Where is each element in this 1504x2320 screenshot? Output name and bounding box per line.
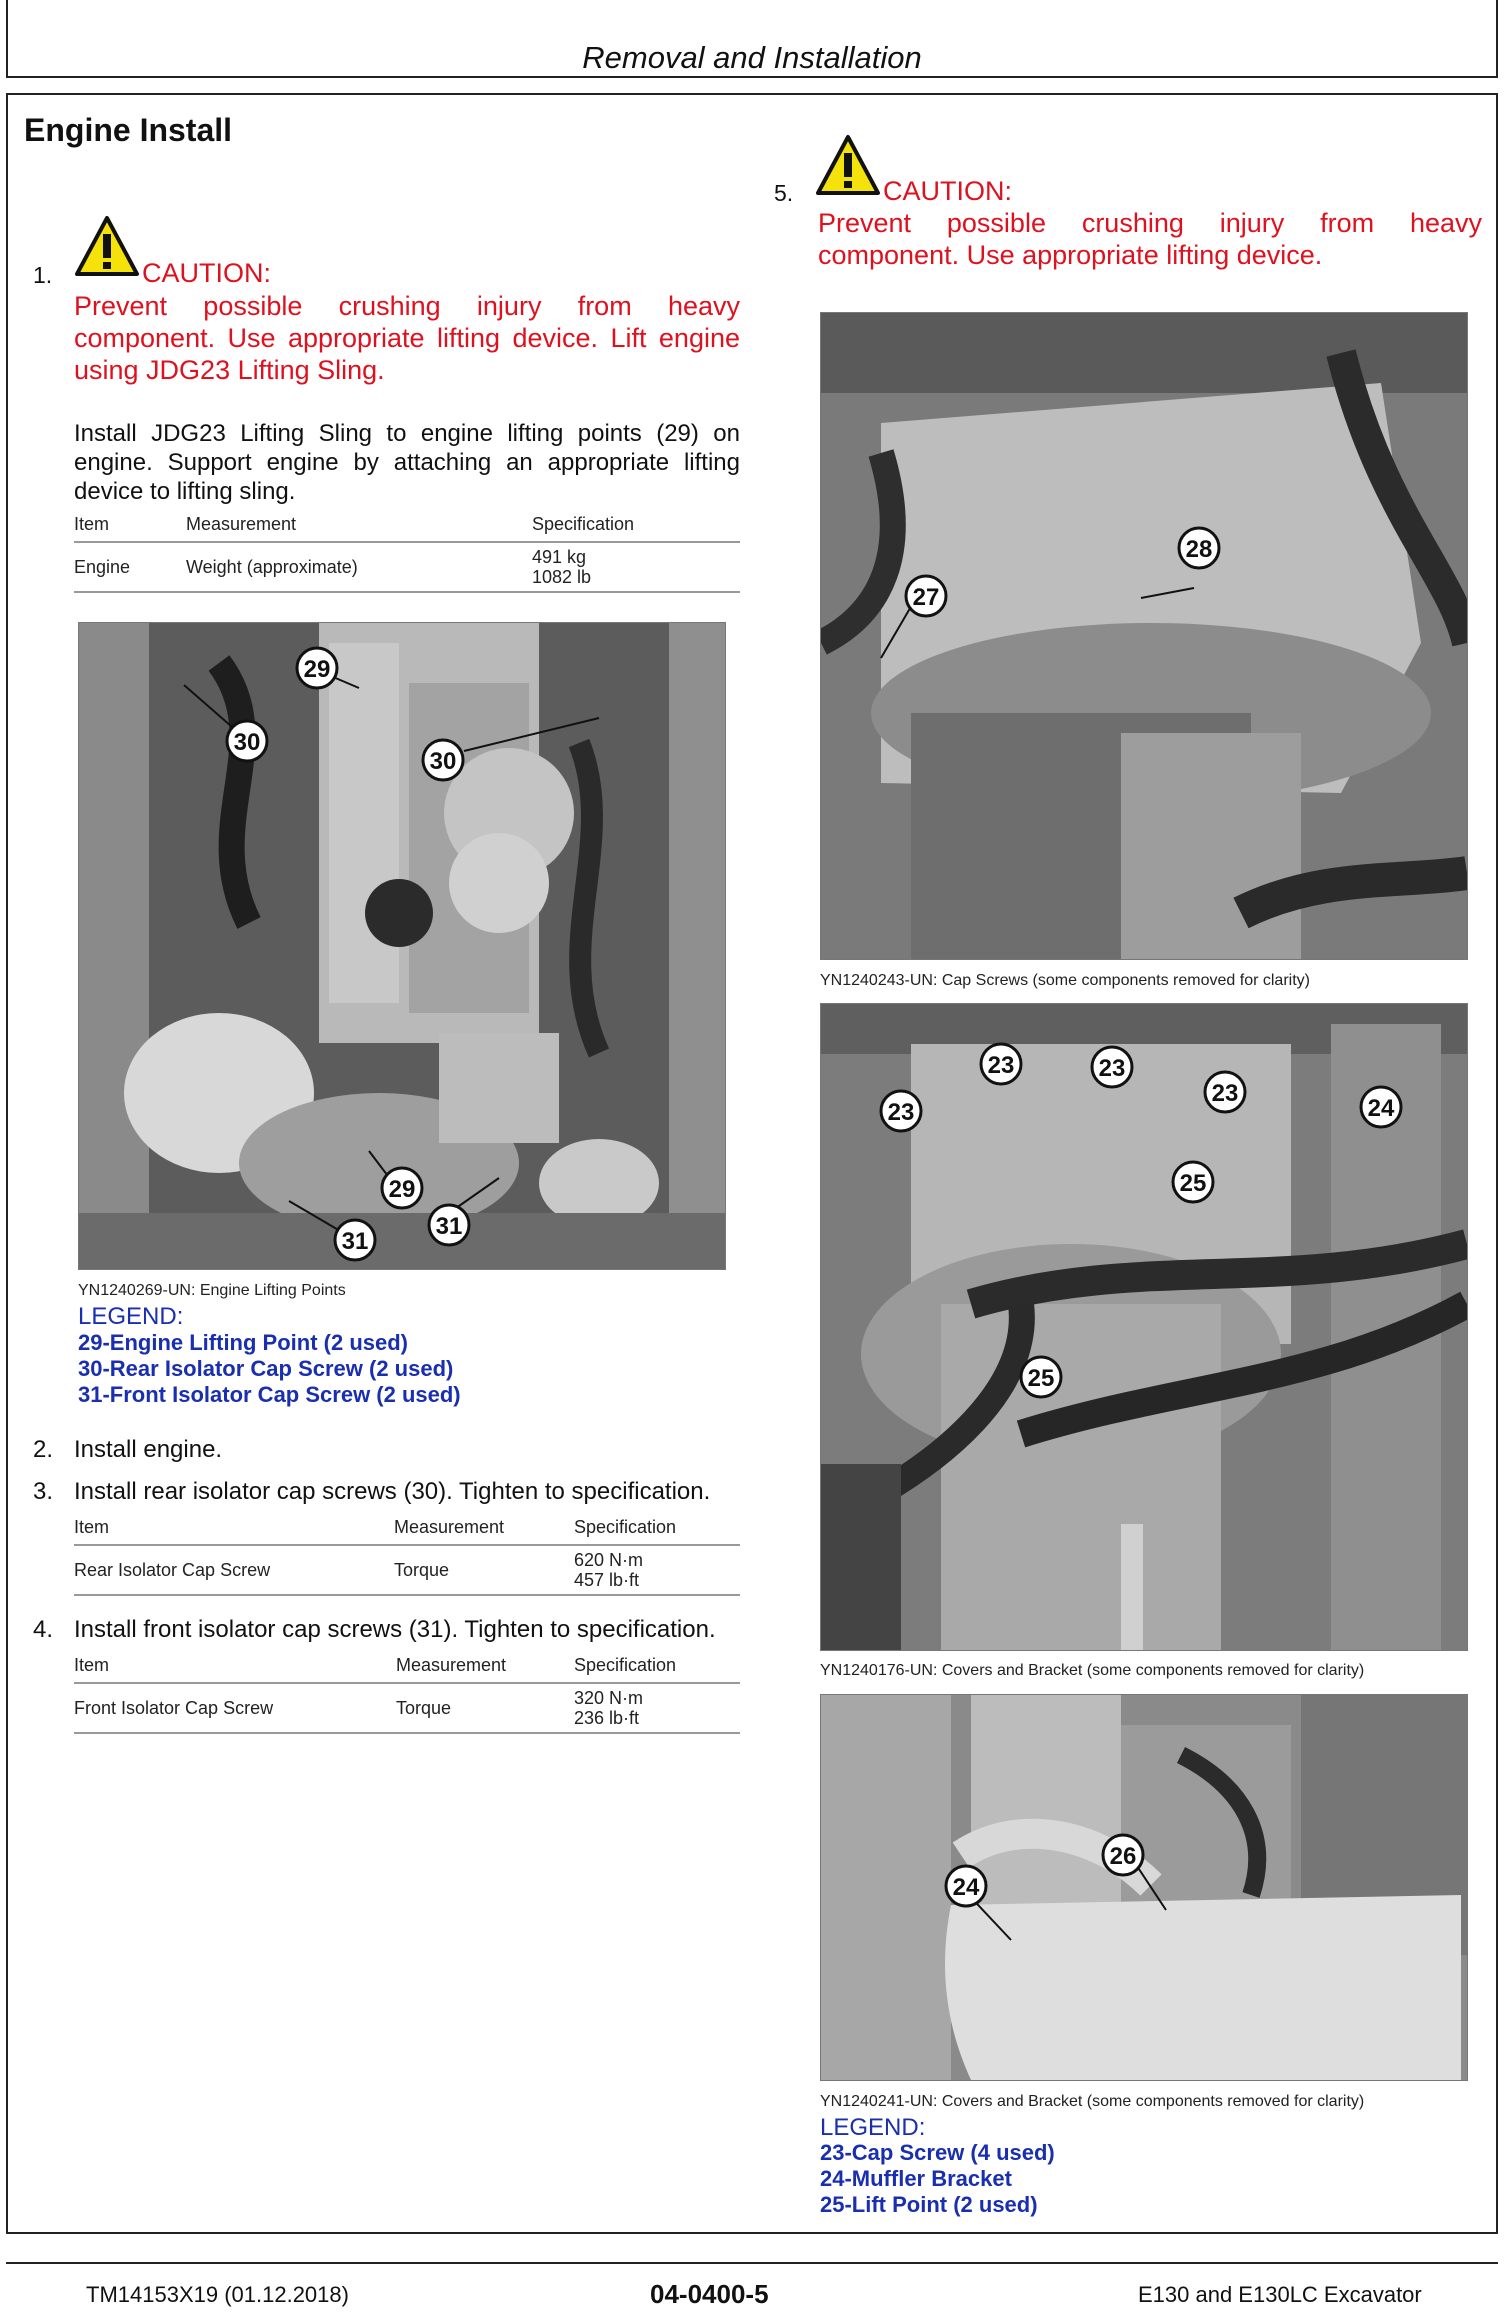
figure-caption-r3: YN1240241-UN: Covers and Bracket (some components removed for clarity) bbox=[820, 2093, 1365, 2110]
covers-bracket-photo-1 bbox=[820, 1003, 1468, 1651]
svg-text:30: 30 bbox=[429, 748, 457, 775]
callout-24 bbox=[946, 1866, 986, 1906]
legend-item: 29-Engine Lifting Point (2 used) bbox=[78, 1330, 408, 1355]
figure-caption-r2: YN1240176-UN: Covers and Bracket (some components removed for clarity) bbox=[820, 1662, 1365, 1679]
callout-29 bbox=[297, 648, 337, 688]
legend-item: 23-Cap Screw (4 used) bbox=[820, 2140, 1055, 2165]
cell-spec bbox=[532, 542, 740, 592]
table-row bbox=[74, 542, 740, 592]
svg-text:24: 24 bbox=[1367, 1095, 1395, 1122]
svg-text:29: 29 bbox=[303, 656, 331, 683]
spec-metric: 620 N·m bbox=[574, 1550, 644, 1570]
svg-text:31: 31 bbox=[435, 1213, 463, 1240]
cell-item: Rear Isolator Cap Screw bbox=[74, 1545, 394, 1595]
callout-25 bbox=[1021, 1357, 1061, 1397]
spec-imperial: 236 lb·ft bbox=[574, 1708, 640, 1728]
svg-text:30: 30 bbox=[233, 729, 261, 756]
legend-left bbox=[78, 1330, 461, 1408]
footer-rule bbox=[6, 2262, 1498, 2264]
cell-measurement: Torque bbox=[396, 1683, 574, 1733]
spec-metric: 491 kg bbox=[532, 547, 587, 567]
col-item: Item bbox=[74, 1653, 396, 1683]
callout-30 bbox=[423, 740, 463, 780]
step-1-caution-label: CAUTION: bbox=[142, 258, 272, 288]
callout-27 bbox=[906, 576, 946, 616]
col-measurement: Measurement bbox=[396, 1653, 574, 1683]
callout-30 bbox=[227, 721, 267, 761]
legend-item: 31-Front Isolator Cap Screw (2 used) bbox=[78, 1382, 461, 1407]
svg-text:26: 26 bbox=[1109, 1843, 1137, 1870]
legend-label-left: LEGEND: bbox=[78, 1303, 184, 1330]
spec-imperial: 1082 lb bbox=[532, 567, 592, 587]
figure-caption-r1: YN1240243-UN: Cap Screws (some components removed for clarity) bbox=[820, 972, 1310, 989]
figure-caption-left: YN1240269-UN: Engine Lifting Points bbox=[78, 1282, 346, 1299]
section-title: Engine Install bbox=[24, 112, 233, 148]
step-5-number: 5. bbox=[774, 180, 794, 206]
callout-28 bbox=[1179, 528, 1219, 568]
footer-page-number: 04-0400-5 bbox=[650, 2279, 769, 2309]
col-measurement: Measurement bbox=[186, 512, 532, 542]
col-item: Item bbox=[74, 1515, 394, 1545]
col-item: Item bbox=[74, 512, 186, 542]
callout-23 bbox=[881, 1091, 921, 1131]
callout-25 bbox=[1173, 1162, 1213, 1202]
callout-31 bbox=[429, 1205, 469, 1245]
svg-text:25: 25 bbox=[1179, 1170, 1207, 1197]
step-1-number: 1. bbox=[33, 262, 53, 288]
legend-item: 25-Lift Point (2 used) bbox=[820, 2192, 1038, 2217]
svg-text:24: 24 bbox=[952, 1874, 980, 1901]
legend-label-right: LEGEND: bbox=[820, 2114, 926, 2141]
covers-bracket-photo-2 bbox=[820, 1694, 1468, 2081]
svg-text:29: 29 bbox=[388, 1176, 416, 1203]
cell-spec bbox=[574, 1545, 740, 1595]
table-row bbox=[74, 1545, 740, 1595]
spec-table-rear-isolator bbox=[74, 1515, 740, 1596]
table-row bbox=[74, 1683, 740, 1733]
footer-model: E130 and E130LC Excavator bbox=[1138, 2282, 1422, 2307]
step-2-text: Install engine. bbox=[74, 1436, 223, 1463]
callout-23 bbox=[1205, 1072, 1245, 1112]
step-4-text: Install front isolator cap screws (31). Tighten to specification. bbox=[74, 1616, 716, 1643]
col-specification: Specification bbox=[574, 1653, 740, 1683]
svg-text:23: 23 bbox=[1098, 1055, 1126, 1082]
cell-measurement: Weight (approximate) bbox=[186, 542, 532, 592]
legend-right bbox=[820, 2140, 1055, 2218]
step-3-text: Install rear isolator cap screws (30). Tighten to specification. bbox=[74, 1478, 711, 1505]
callout-23 bbox=[1092, 1047, 1132, 1087]
header-title: Removal and Installation bbox=[582, 40, 922, 75]
cap-screws-photo bbox=[820, 312, 1468, 960]
col-specification: Specification bbox=[532, 512, 740, 542]
step-1-caution-text: Prevent possible crushing injury from heavy component. Use appropriate lifting device. Lift engine using JDG23 Lifting Sling. bbox=[74, 291, 740, 385]
callout-24 bbox=[1361, 1087, 1401, 1127]
svg-text:23: 23 bbox=[887, 1099, 915, 1126]
svg-text:27: 27 bbox=[912, 584, 940, 611]
footer-doc-id: TM14153X19 (01.12.2018) bbox=[86, 2282, 349, 2307]
svg-text:25: 25 bbox=[1027, 1365, 1055, 1392]
cell-spec bbox=[574, 1683, 740, 1733]
warning-icon bbox=[74, 215, 140, 277]
cell-item: Engine bbox=[74, 542, 186, 592]
callout-26 bbox=[1103, 1835, 1143, 1875]
step-1-body: Install JDG23 Lifting Sling to engine lifting points (29) on engine. Support engine by attaching an appropriate lifting device to lifting sling. bbox=[74, 420, 740, 505]
svg-text:23: 23 bbox=[987, 1052, 1015, 1079]
step-2-number: 2. bbox=[33, 1436, 54, 1463]
svg-text:28: 28 bbox=[1185, 536, 1213, 563]
callout-31 bbox=[335, 1220, 375, 1260]
svg-text:31: 31 bbox=[341, 1228, 369, 1255]
step-5-caution-label: CAUTION: bbox=[883, 176, 1013, 206]
step-5-caution-text: Prevent possible crushing injury from heavy component. Use appropriate lifting device. bbox=[818, 208, 1482, 270]
callout-29 bbox=[382, 1168, 422, 1208]
cell-measurement: Torque bbox=[394, 1545, 574, 1595]
col-measurement: Measurement bbox=[394, 1515, 574, 1545]
legend-item: 24-Muffler Bracket bbox=[820, 2166, 1012, 2191]
step-3-number: 3. bbox=[33, 1478, 54, 1505]
spec-table-front-isolator bbox=[74, 1653, 740, 1734]
engine-lifting-points-photo bbox=[78, 622, 726, 1270]
cell-item: Front Isolator Cap Screw bbox=[74, 1683, 396, 1733]
step-4-number: 4. bbox=[33, 1616, 54, 1643]
warning-icon bbox=[815, 134, 881, 196]
spec-table-engine bbox=[74, 512, 740, 593]
svg-text:23: 23 bbox=[1211, 1080, 1239, 1107]
spec-metric: 320 N·m bbox=[574, 1688, 644, 1708]
legend-item: 30-Rear Isolator Cap Screw (2 used) bbox=[78, 1356, 454, 1381]
col-specification: Specification bbox=[574, 1515, 740, 1545]
callout-23 bbox=[981, 1044, 1021, 1084]
spec-imperial: 457 lb·ft bbox=[574, 1570, 640, 1590]
